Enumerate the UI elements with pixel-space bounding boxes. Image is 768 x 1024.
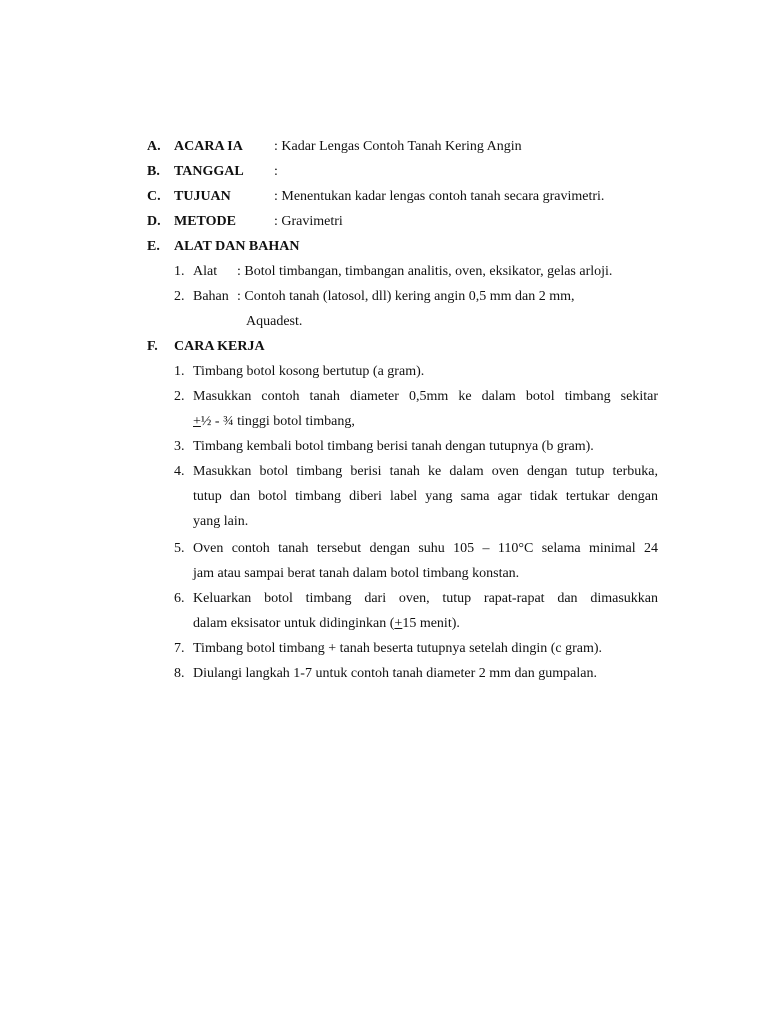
step-text-post: 15 menit). (402, 616, 460, 631)
section-letter: F. (147, 339, 158, 354)
item-number: 1. (174, 264, 185, 279)
header-row-tanggal (0, 162, 768, 187)
step-text: Oven contoh tanah tersebut dengan suhu 105 – 110°C selama minimal 24 (193, 541, 658, 556)
step-4 (0, 462, 768, 487)
step-5 (0, 539, 768, 564)
header-row-acara (0, 137, 768, 162)
step-4-line-3 (0, 512, 768, 537)
step-number: 7. (174, 641, 185, 656)
header-row-metode (0, 212, 768, 237)
header-row-tujuan (0, 187, 768, 212)
step-number: 3. (174, 439, 185, 454)
step-8 (0, 664, 768, 689)
step-text: Keluarkan botol timbang dari oven, tutup rapat-rapat dan dimasukkan (193, 591, 658, 606)
list-item-bahan-continuation (0, 312, 768, 337)
list-item-bahan (0, 287, 768, 312)
plus-minus-symbol: + (193, 414, 201, 429)
item-continuation: Aquadest. (246, 314, 303, 329)
section-label: TUJUAN (174, 189, 231, 204)
item-number: 2. (174, 289, 185, 304)
step-number: 5. (174, 541, 185, 556)
step-6-line-2 (0, 614, 768, 639)
section-letter: C. (147, 189, 161, 204)
step-4-line-2 (0, 487, 768, 512)
section-label: TANGGAL (174, 164, 244, 179)
section-letter: E. (147, 239, 160, 254)
section-value: : (274, 164, 278, 179)
section-label: ACARA IA (174, 139, 243, 154)
step-text: Timbang botol timbang + tanah beserta tutupnya setelah dingin (c gram). (193, 641, 603, 656)
step-number: 2. (174, 389, 185, 404)
section-heading: CARA KERJA (174, 339, 265, 354)
step-number: 1. (174, 364, 185, 379)
section-letter: B. (147, 164, 160, 179)
section-alat-bahan-heading (0, 237, 768, 262)
step-text: jam atau sampai berat tanah dalam botol timbang konstan. (193, 566, 520, 581)
step-number: 6. (174, 591, 185, 606)
step-number: 8. (174, 666, 185, 681)
section-cara-kerja-heading (0, 337, 768, 362)
item-label: Bahan (193, 289, 229, 304)
step-text: Masukkan botol timbang berisi tanah ke dalam oven dengan tutup terbuka, (193, 464, 658, 479)
section-heading: ALAT DAN BAHAN (174, 239, 300, 254)
step-text-pre: dalam eksisator untuk didinginkan ( (193, 616, 395, 631)
plus-minus-symbol: + (394, 616, 403, 631)
section-value: : Menentukan kadar lengas contoh tanah secara gravimetri. (274, 189, 605, 204)
step-3 (0, 437, 768, 462)
list-item-alat (0, 262, 768, 287)
step-2 (0, 387, 768, 412)
step-text (193, 412, 658, 432)
step-text: tutup dan botol timbang diberi label yang sama agar tidak tertukar dengan (193, 489, 658, 504)
section-letter: D. (147, 214, 161, 229)
step-6 (0, 589, 768, 614)
step-1 (0, 362, 768, 387)
step-text: Masukkan contoh tanah diameter 0,5mm ke dalam botol timbang sekitar (193, 389, 658, 404)
step-text: Diulangi langkah 1-7 untuk contoh tanah diameter 2 mm dan gumpalan. (193, 666, 597, 681)
step-text: yang lain. (193, 514, 249, 529)
step-number: 4. (174, 464, 185, 479)
step-5-line-2 (0, 564, 768, 589)
section-letter: A. (147, 139, 161, 154)
item-value: : Botol timbangan, timbangan analitis, oven, eksikator, gelas arloji. (237, 264, 613, 279)
step-text: Timbang kembali botol timbang berisi tanah dengan tutupnya (b gram). (193, 439, 594, 454)
step-7 (0, 639, 768, 664)
section-value: : Kadar Lengas Contoh Tanah Kering Angin (274, 139, 522, 154)
step-text (193, 614, 658, 634)
section-label: METODE (174, 214, 236, 229)
item-value: : Contoh tanah (latosol, dll) kering angin 0,5 mm dan 2 mm, (237, 289, 575, 304)
step-2-line-2 (0, 412, 768, 437)
section-value: : Gravimetri (274, 214, 343, 229)
item-label: Alat (193, 264, 218, 279)
step-text: Timbang botol kosong bertutup (a gram). (193, 364, 425, 379)
step-text-rest: ½ - ¾ tinggi botol timbang, (200, 414, 355, 429)
